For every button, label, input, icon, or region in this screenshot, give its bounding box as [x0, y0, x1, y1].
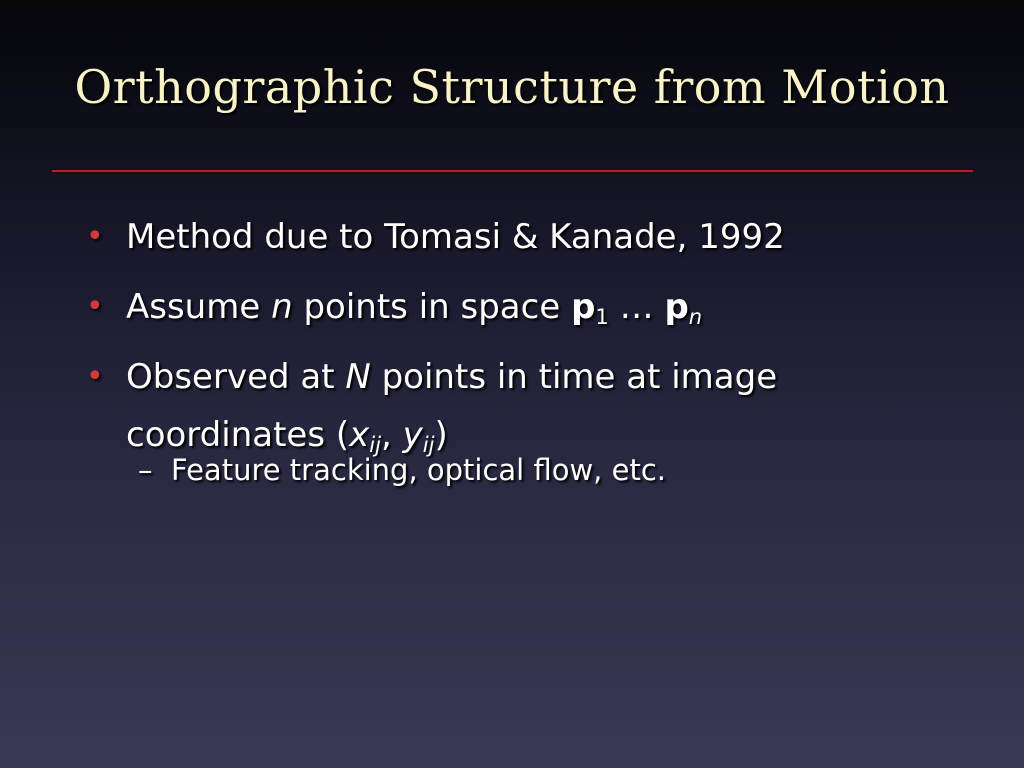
coord-close: )	[434, 415, 448, 455]
variable-n: n	[271, 287, 293, 327]
bullet-item	[86, 208, 966, 266]
bullet-dot-icon: •	[86, 289, 104, 324]
ellipsis: …	[608, 287, 665, 327]
coord-x: x	[349, 415, 370, 455]
coord-comma: ,	[380, 415, 403, 455]
point-p-first: p	[571, 287, 596, 327]
bullet-item	[86, 348, 966, 490]
bullet-text-prefix: Assume	[126, 287, 272, 327]
sub-bullet-item	[126, 450, 966, 490]
sub-bullet-text: Feature tracking, optical flow, etc.	[171, 453, 666, 487]
variable-N: N	[345, 357, 371, 397]
bullet-dot-icon: •	[86, 219, 104, 254]
point-p-first-subscript: 1	[595, 303, 609, 329]
bullet-line-1	[126, 348, 966, 406]
point-p-last-subscript: n	[688, 303, 703, 329]
coordinates-prefix: coordinates (	[126, 415, 350, 455]
bullet-text: Method due to Tomasi & Kanade, 1992	[126, 217, 785, 257]
bullet-dot-icon: •	[86, 359, 104, 394]
point-p-last: p	[664, 287, 689, 327]
dash-icon: –	[138, 453, 153, 487]
slide-title: Orthographic Structure from Motion	[74, 60, 950, 114]
coord-y-subscript: ij	[422, 431, 435, 457]
coord-x-subscript: ij	[369, 431, 381, 457]
bullet-text-prefix: Observed at	[126, 357, 346, 397]
bullet-text-suffix: points in time at image	[370, 357, 778, 397]
bullet-list	[86, 208, 966, 502]
bullet-item	[86, 278, 966, 336]
bullet-text-middle: points in space	[292, 287, 572, 327]
title-divider	[52, 170, 973, 172]
coord-y: y	[402, 415, 423, 455]
